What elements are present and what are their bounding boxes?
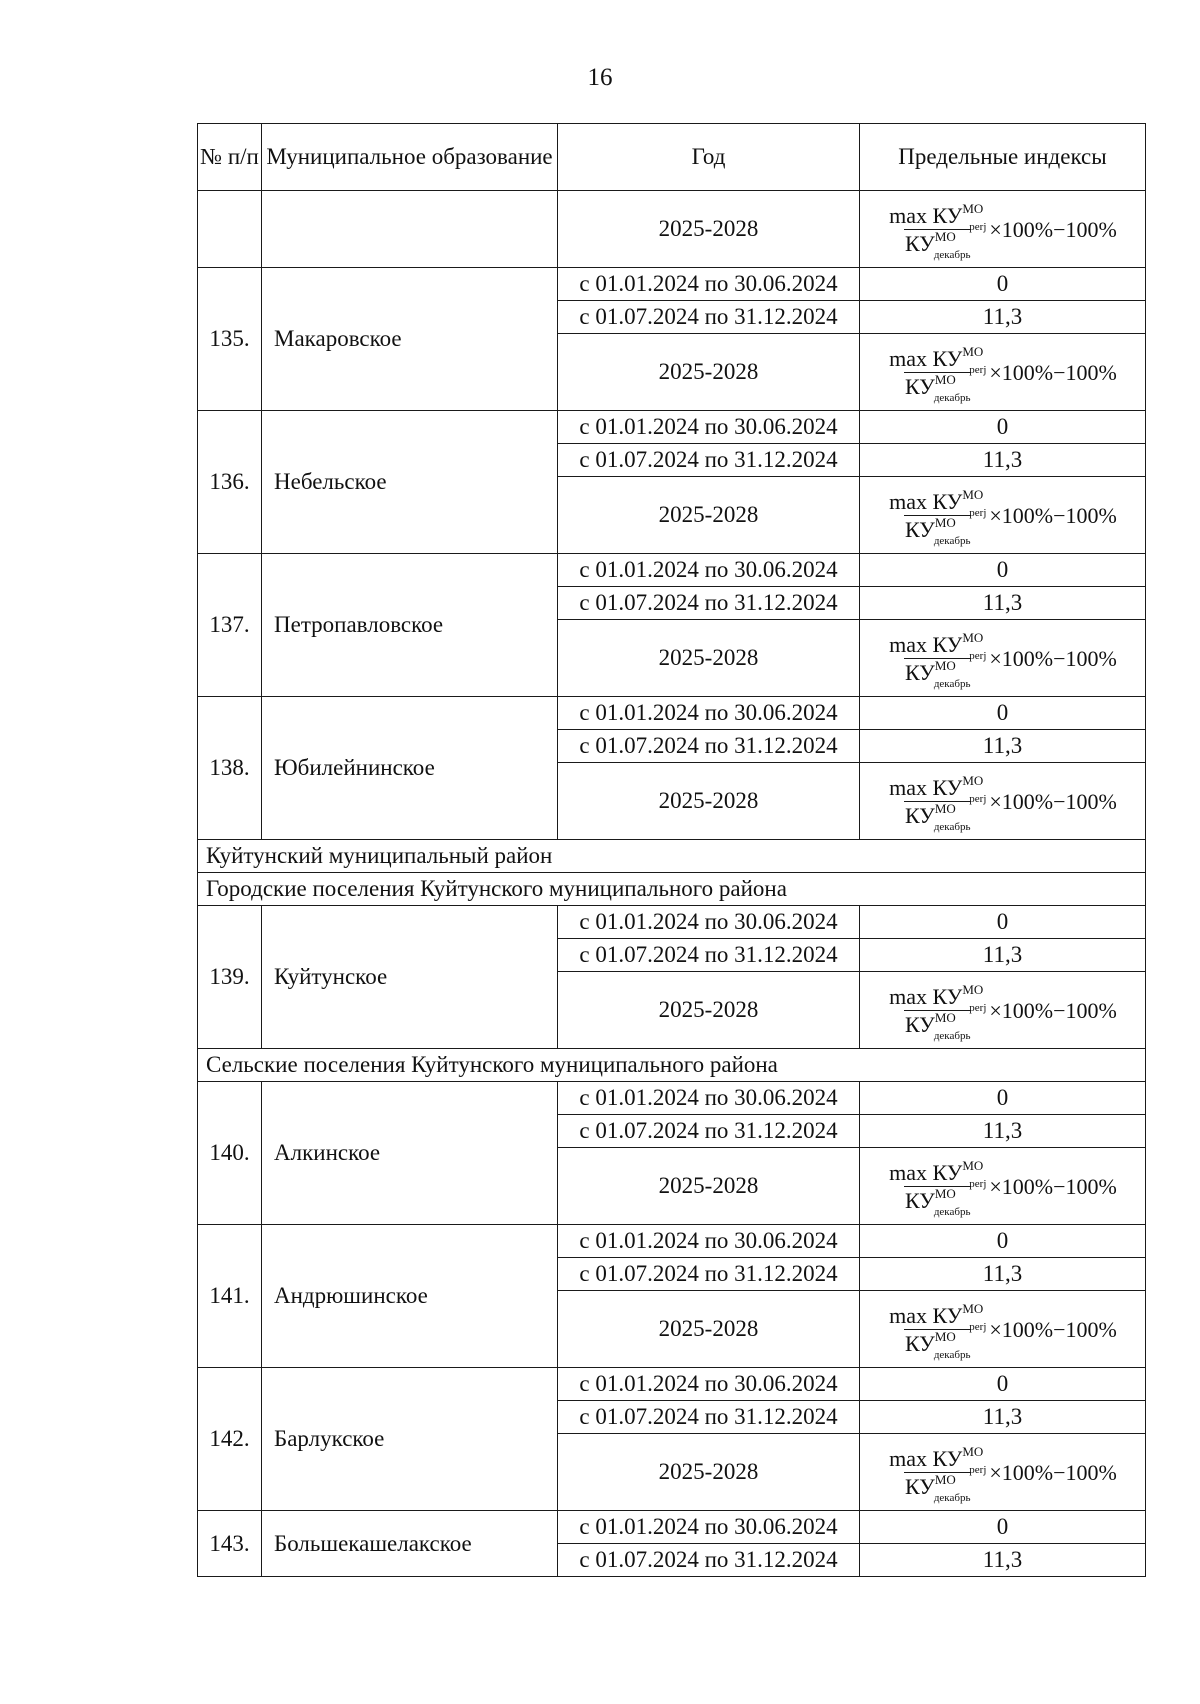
row-number: 136. <box>198 411 262 554</box>
formula-cell <box>860 477 1146 554</box>
municipality-name: Алкинское <box>262 1082 558 1225</box>
row-number: 141. <box>198 1225 262 1368</box>
table-row <box>198 1082 1146 1115</box>
limit-index-formula <box>888 344 1117 404</box>
period-cell: 2025-2028 <box>558 1291 860 1368</box>
formula-fraction <box>888 201 987 261</box>
table-header-row <box>198 124 1146 191</box>
limit-index-formula <box>888 773 1117 833</box>
row-number: 143. <box>198 1511 262 1577</box>
formula-denominator: $КУ^{МО}_{декабрь}$ <box>905 801 971 833</box>
municipality-name: Барлукское <box>262 1368 558 1511</box>
section-row <box>198 840 1146 873</box>
period-cell: с 01.01.2024 по 30.06.2024 <box>558 1225 860 1258</box>
formula-tail: ×100%−100% <box>989 217 1117 242</box>
formula-denominator: $КУ^{МО}_{декабрь}$ <box>905 1010 971 1042</box>
formula-numerator: $\max КУ^{МО}_{perj}$ <box>889 1444 987 1476</box>
limit-index-formula <box>888 201 1117 261</box>
period-cell: 2025-2028 <box>558 191 860 268</box>
period-cell: 2025-2028 <box>558 620 860 697</box>
period-cell: 2025-2028 <box>558 763 860 840</box>
formula-cell <box>860 1291 1146 1368</box>
formula-denominator: $КУ^{МО}_{декабрь}$ <box>905 229 971 261</box>
formula-cell <box>860 1148 1146 1225</box>
municipality-name: Андрюшинское <box>262 1225 558 1368</box>
index-value: 0 <box>860 1368 1146 1401</box>
formula-fraction <box>888 1301 987 1361</box>
period-cell: с 01.07.2024 по 31.12.2024 <box>558 1115 860 1148</box>
formula-cell <box>860 763 1146 840</box>
row-number: 139. <box>198 906 262 1049</box>
num-cell <box>198 191 262 268</box>
header-municipality: Муниципальное образование <box>262 124 558 191</box>
period-cell: 2025-2028 <box>558 972 860 1049</box>
table-row <box>198 1368 1146 1401</box>
section-title: Куйтунский муниципальный район <box>198 840 1146 873</box>
period-cell: с 01.07.2024 по 31.12.2024 <box>558 587 860 620</box>
index-value: 11,3 <box>860 587 1146 620</box>
formula-tail: ×100%−100% <box>989 1174 1117 1199</box>
period-cell: 2025-2028 <box>558 477 860 554</box>
page-number: 16 <box>587 64 613 91</box>
table-row <box>198 554 1146 587</box>
row-number: 138. <box>198 697 262 840</box>
row-number: 135. <box>198 268 262 411</box>
period-cell: с 01.07.2024 по 31.12.2024 <box>558 1258 860 1291</box>
formula-denominator: $КУ^{МО}_{декабрь}$ <box>905 372 971 404</box>
period-cell: с 01.01.2024 по 30.06.2024 <box>558 1511 860 1544</box>
period-cell: 2025-2028 <box>558 1148 860 1225</box>
period-cell: с 01.07.2024 по 31.12.2024 <box>558 444 860 477</box>
formula-fraction <box>888 630 987 690</box>
period-cell: 2025-2028 <box>558 334 860 411</box>
formula-denominator: $КУ^{МО}_{декабрь}$ <box>905 515 971 547</box>
municipality-name: Небельское <box>262 411 558 554</box>
period-cell: с 01.01.2024 по 30.06.2024 <box>558 554 860 587</box>
formula-fraction <box>888 773 987 833</box>
table-row <box>198 1511 1146 1544</box>
period-cell: с 01.01.2024 по 30.06.2024 <box>558 906 860 939</box>
period-cell: с 01.01.2024 по 30.06.2024 <box>558 411 860 444</box>
row-number: 140. <box>198 1082 262 1225</box>
table-body <box>198 191 1146 1577</box>
formula-tail: ×100%−100% <box>989 646 1117 671</box>
period-cell: с 01.07.2024 по 31.12.2024 <box>558 1401 860 1434</box>
formula-tail: ×100%−100% <box>989 998 1117 1023</box>
municipality-name: Петропавловское <box>262 554 558 697</box>
formula-tail: ×100%−100% <box>989 360 1117 385</box>
formula-tail: ×100%−100% <box>989 1317 1117 1342</box>
municipality-name: Большекашелакское <box>262 1511 558 1577</box>
limit-index-formula <box>888 1444 1117 1504</box>
index-value: 11,3 <box>860 301 1146 334</box>
formula-cell <box>860 334 1146 411</box>
index-value: 11,3 <box>860 1544 1146 1577</box>
limit-index-formula <box>888 630 1117 690</box>
formula-tail: ×100%−100% <box>989 1460 1117 1485</box>
formula-denominator: $КУ^{МО}_{декабрь}$ <box>905 658 971 690</box>
formula-numerator: $\max КУ^{МО}_{perj}$ <box>889 1158 987 1190</box>
limit-index-formula <box>888 487 1117 547</box>
formula-numerator: $\max КУ^{МО}_{perj}$ <box>889 201 987 233</box>
municipality-name: Юбилейнинское <box>262 697 558 840</box>
municipality-name: Куйтунское <box>262 906 558 1049</box>
formula-cell <box>860 620 1146 697</box>
formula-cell <box>860 972 1146 1049</box>
index-value: 0 <box>860 554 1146 587</box>
continuation-row <box>198 191 1146 268</box>
formula-fraction <box>888 982 987 1042</box>
header-year: Год <box>558 124 860 191</box>
formula-cell <box>860 191 1146 268</box>
index-value: 11,3 <box>860 444 1146 477</box>
index-value: 0 <box>860 411 1146 444</box>
limit-index-formula <box>888 982 1117 1042</box>
formula-fraction <box>888 344 987 404</box>
period-cell: с 01.01.2024 по 30.06.2024 <box>558 697 860 730</box>
row-number: 137. <box>198 554 262 697</box>
row-number: 142. <box>198 1368 262 1511</box>
formula-numerator: $\max КУ^{МО}_{perj}$ <box>889 1301 987 1333</box>
period-cell: 2025-2028 <box>558 1434 860 1511</box>
period-cell: с 01.01.2024 по 30.06.2024 <box>558 1368 860 1401</box>
index-value: 11,3 <box>860 939 1146 972</box>
period-cell: с 01.07.2024 по 31.12.2024 <box>558 1544 860 1577</box>
formula-fraction <box>888 487 987 547</box>
section-row <box>198 873 1146 906</box>
index-value: 0 <box>860 1225 1146 1258</box>
formula-tail: ×100%−100% <box>989 789 1117 814</box>
period-cell: с 01.01.2024 по 30.06.2024 <box>558 1082 860 1115</box>
index-value: 11,3 <box>860 1401 1146 1434</box>
limit-index-formula <box>888 1158 1117 1218</box>
period-cell: с 01.07.2024 по 31.12.2024 <box>558 301 860 334</box>
index-value: 0 <box>860 268 1146 301</box>
index-value: 0 <box>860 906 1146 939</box>
formula-numerator: $\max КУ^{МО}_{perj}$ <box>889 344 987 376</box>
formula-tail: ×100%−100% <box>989 503 1117 528</box>
header-indices: Предельные индексы <box>860 124 1146 191</box>
index-value: 11,3 <box>860 730 1146 763</box>
index-value: 0 <box>860 1511 1146 1544</box>
formula-denominator: $КУ^{МО}_{декабрь}$ <box>905 1186 971 1218</box>
formula-cell <box>860 1434 1146 1511</box>
formula-numerator: $\max КУ^{МО}_{perj}$ <box>889 773 987 805</box>
formula-denominator: $КУ^{МО}_{декабрь}$ <box>905 1329 971 1361</box>
formula-fraction <box>888 1158 987 1218</box>
formula-denominator: $КУ^{МО}_{декабрь}$ <box>905 1472 971 1504</box>
limit-index-formula <box>888 1301 1117 1361</box>
section-title: Городские поселения Куйтунского муниципального района <box>198 873 1146 906</box>
period-cell: с 01.07.2024 по 31.12.2024 <box>558 730 860 763</box>
table-row <box>198 697 1146 730</box>
table-row <box>198 1225 1146 1258</box>
table-row <box>198 411 1146 444</box>
formula-numerator: $\max КУ^{МО}_{perj}$ <box>889 487 987 519</box>
name-cell <box>262 191 558 268</box>
section-title: Сельские поселения Куйтунского муниципального района <box>198 1049 1146 1082</box>
formula-fraction <box>888 1444 987 1504</box>
period-cell: с 01.01.2024 по 30.06.2024 <box>558 268 860 301</box>
index-value: 0 <box>860 697 1146 730</box>
index-value: 11,3 <box>860 1258 1146 1291</box>
table-row <box>198 268 1146 301</box>
index-value: 0 <box>860 1082 1146 1115</box>
municipality-name: Макаровское <box>262 268 558 411</box>
table-row <box>198 906 1146 939</box>
formula-numerator: $\max КУ^{МО}_{perj}$ <box>889 982 987 1014</box>
header-num: № п/п <box>198 124 262 191</box>
index-value: 11,3 <box>860 1115 1146 1148</box>
tariff-index-table <box>197 123 1146 1577</box>
period-cell: с 01.07.2024 по 31.12.2024 <box>558 939 860 972</box>
formula-numerator: $\max КУ^{МО}_{perj}$ <box>889 630 987 662</box>
section-row <box>198 1049 1146 1082</box>
